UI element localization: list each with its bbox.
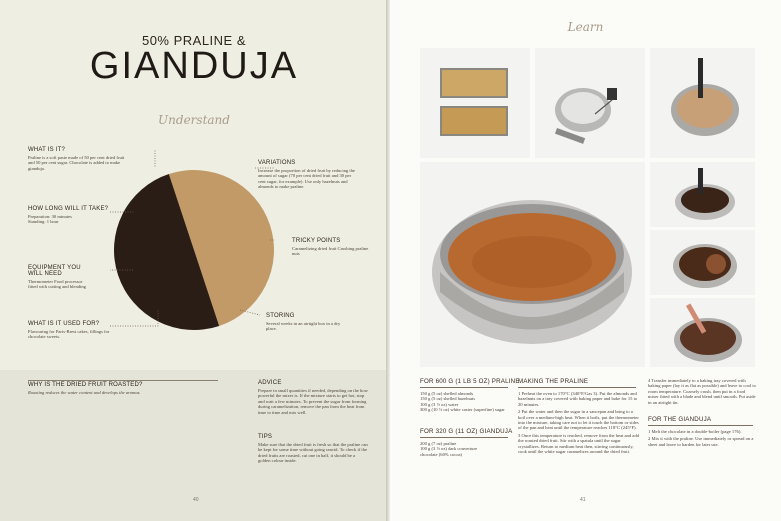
tips-heading: TIPS [258,434,273,440]
photo-thermometer-pan [535,48,645,158]
page-number-right: 41 [580,497,586,503]
right-page [390,0,781,521]
praline-ingredients-rule [420,387,508,388]
storing-heading: STORING [266,313,295,319]
page-number-left: 40 [193,497,199,503]
gianduja-method-rule [648,425,753,426]
gianduja-step: 1 Melt the chocolate in a double-boiler (page 176). [648,429,742,434]
photo-caramelized-nuts [650,48,755,158]
gianduja-ingredient: 100 g (3 ½ oz) dark couverture [420,446,478,452]
what-is-it-heading: WHAT IS IT? [28,147,65,153]
how-long-block [28,206,128,225]
advice-block [258,380,368,415]
making-praline-rule [518,387,636,388]
praline-ingredient: 100 g (3 ½ oz) water [420,401,459,407]
recipe-subtitle: 50% PRALINE & [141,33,247,48]
tricky-points-text: Caramelizing dried fruit Crushing praline nuts [292,246,369,257]
praline-step: 1 Preheat the oven to 170°C (340°F/Gas 3). Put the almonds and hazelnuts on a tray covered with baking paper and bake for 15 to 20 minutes. [518,391,638,407]
used-for-text: Flavouring for Paris-Brest cakes, fillings for chocolate sweets. [28,329,110,340]
gianduja-ingredient: 200 g (7 oz) praline [420,441,457,446]
section-understand: Understand [158,113,230,127]
why-roasted-text: Roasting reduces the water content and develops the aromas. [28,390,141,395]
photo-finished-gianduja [650,298,755,367]
gianduja-ingredient: chocolate (60% cocoa) [420,451,463,457]
variations-block [258,160,358,190]
used-for-block [28,321,118,340]
section-learn: Learn [567,20,604,34]
advice-text: Prepare in small quantities if needed, depending on the how powerful the mixer is. If the mixture starts to get hot, stop and wait a few minutes. To prevent the sugar from forming during caramelization, remove the pan from the heat from time to time and mix well. [258,388,368,415]
gianduja-method-steps [648,429,756,447]
storing-text: Several weeks in an airtight box in a dry place. [266,321,341,332]
gianduja-ingredients-rule [420,437,508,438]
how-long-heading: HOW LONG WILL IT TAKE? [28,206,109,212]
tricky-points-heading: TRICKY POINTS [292,238,341,244]
why-roasted-block [28,382,218,395]
gianduja-ingredients-list [420,441,510,457]
what-is-it-text: Praline is a soft paste made of 50 per cent dried fruit and 50 per cent sugar. Chocolate is added to make gianduja. [28,155,125,171]
praline-pie-chart [110,150,275,370]
gianduja-method-heading: FOR THE GIANDUJA [648,416,712,423]
equipment-block [28,265,92,290]
advice-heading: ADVICE [258,380,282,386]
what-is-it-block [28,147,128,171]
photo-chocolate-spatula [650,162,755,227]
recipe-title: GIANDUJA [89,45,299,87]
making-praline-steps [518,391,640,454]
praline-step-4: 4 Transfer immediately to a baking tray covered with baking paper (lay it as flat as possible) and leave to cool to room temperature. Coarsely crush, then put in a food mixer fitted with a blade and blend until smooth. Put aside in an airtight tin. [648,378,756,405]
praline-ingredient: 150 g (5 oz) shelled almonds [420,391,474,396]
praline-ingredient: 150 g (5 oz) shelled hazelnuts [420,396,475,402]
praline-ingredients-heading: FOR 600 G (1 LB 5 OZ) PRALINE [420,378,520,385]
equipment-text: Thermometer Food processor fitted with cutting and blending [28,279,86,290]
variations-heading: VARIATIONS [258,160,296,166]
photo-praline-bowl [420,162,645,367]
used-for-heading: WHAT IS IT USED FOR? [28,321,100,327]
left-page [0,0,388,521]
making-praline-heading: MAKING THE PRALINE [518,378,589,385]
band-divider [28,380,218,381]
gianduja-step: 2 Mix it with the praline. Use immediately or spread on a sheet and leave to harden for later use. [648,436,754,447]
praline-ingredient: 300 g (10 ½ oz) white caster (superfine) sugar [420,407,505,413]
variations-text: Increase the proportion of dried fruit by reducing the amount of sugar (70 per cent dried fruit and 30 per cent sugar, for example). Use only hazelnuts and almonds to make praline. [258,168,355,190]
tips-text: Make sure that the dried fruit is fresh so that the praline can be kept for some time without going rancid. To check if the dried fruits are roasted, cut one in half, it should be a golden colour inside. [258,442,368,464]
storing-block [266,313,346,332]
equipment-heading: EQUIPMENT YOU WILL NEED [28,265,81,277]
gianduja-ingredients-heading: FOR 320 G (11 OZ) GIANDUJA [420,428,513,435]
how-long-text: Preparation: 30 minutes Standing: 1 hour [28,214,72,225]
tricky-points-block [292,238,372,257]
praline-ingredients-list [420,391,510,413]
tips-block [258,434,368,464]
why-roasted-heading: WHY IS THE DRIED FRUIT ROASTED? [28,382,143,388]
praline-step: 2 Put the water and then the sugar in a saucepan and bring to a boil over a medium-high heat. When it boils, put the thermometer into the mixture, taking care not to let it touch the bottom or sides of the pan and heat until the temperature reaches 118°C (245°F). [518,409,639,431]
photo-roasted-nuts [420,48,530,158]
photo-gianduja-mix [650,230,755,295]
praline-step: 3 Once this temperature is reached, remove from the heat and add the roasted dried fruit. Stir with a spatula until the sugar crystallizes. Return to medium heat then, stirring continuously, cook until the white sugar caramelizes around the dried fruit. [518,432,639,455]
